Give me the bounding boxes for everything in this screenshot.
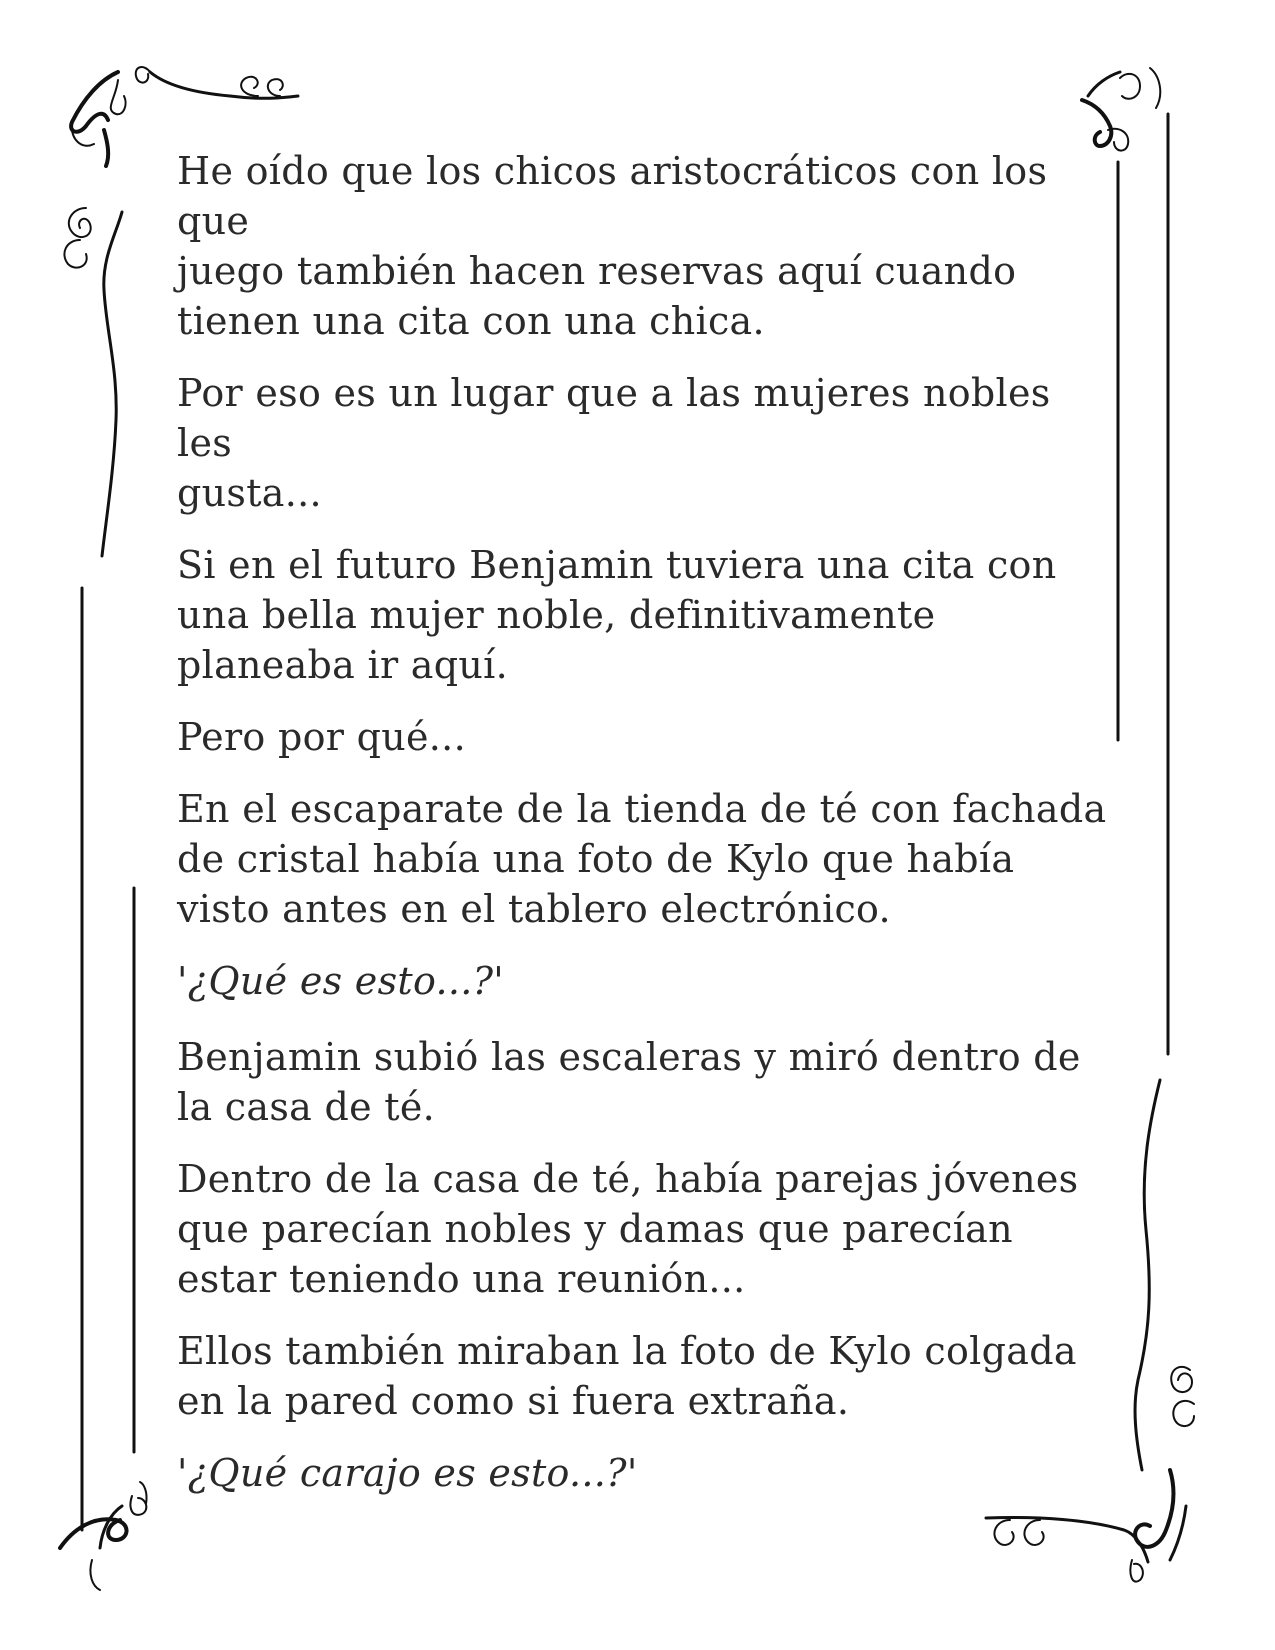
inner-thought-2: '¿Qué carajo es esto...?' xyxy=(177,1451,638,1495)
paragraph-9: Ellos también miraban la foto de Kylo colgada en la pared como si fuera extraña. xyxy=(177,1329,1077,1423)
paragraph-5: En el escaparate de la tienda de té con fachada de cristal había una foto de Kylo que había visto antes en el tablero electrónico. xyxy=(177,787,1107,931)
paragraph-1: He oído que los chicos aristocráticos con los que juego también hacen reservas aquí cuando tienen una cita con una chica. xyxy=(177,149,1048,343)
paragraph-8: Dentro de la casa de té, había parejas jóvenes que parecían nobles y damas que parecían estar teniendo una reunión... xyxy=(177,1157,1079,1301)
paragraph-4: Pero por qué... xyxy=(177,715,466,759)
paragraph-3: Si en el futuro Benjamin tuviera una cita con una bella mujer noble, definitivamente planeaba ir aquí. xyxy=(177,543,1057,687)
inner-thought-1: '¿Qué es esto...?' xyxy=(177,959,505,1003)
paragraph-7: Benjamin subió las escaleras y miró dentro de la casa de té. xyxy=(177,1035,1081,1129)
bottom-left-flourish xyxy=(60,1482,147,1590)
paragraph-2: Por eso es un lugar que a las mujeres nobles les gusta... xyxy=(177,371,1051,515)
story-text xyxy=(177,146,1107,1524)
